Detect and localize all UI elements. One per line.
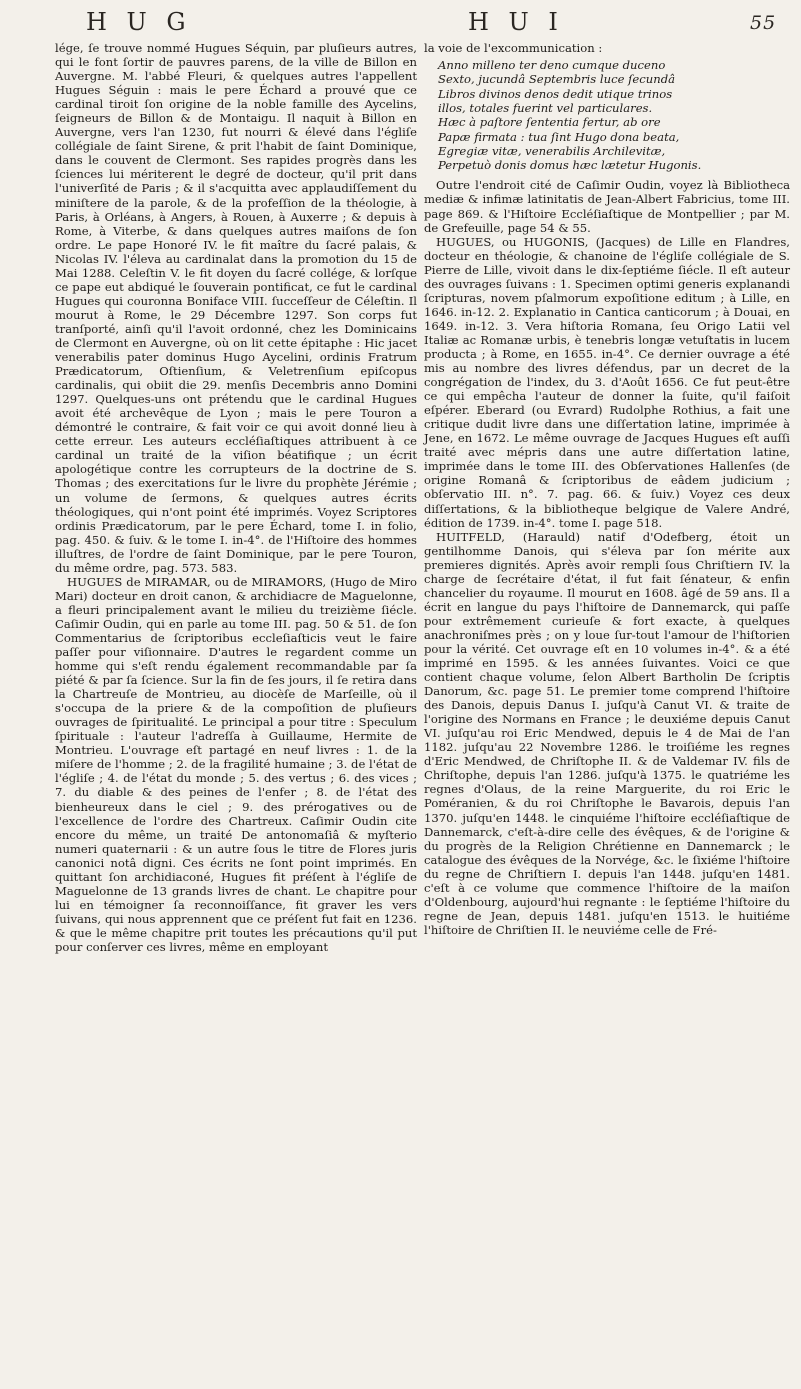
entry-hugo-aycelini-continued: lége, ſe trouve nommé Hugues Séquin, par pluſieurs autres, qui le font ſortir de pauvres parens, de la ville de Billon en Auvergne. M. l'abbé Fleuri, & quelques autres l'appellent Hugues Séguin : mais le pere Échard a prouvé que ce cardinal tiroit ſon origine de la noble famille des Aycelins, ſeigneurs de Billon & de Montaigu. Il naquit à Billon en Auvergne, vers l'an 1230, fut nourri & élevé dans l'égliſe collégiale de ſaint Sirene, & prit l'habit de ſaint Dominique, dans le couvent de Clermont. Ses rapides progrès dans les ſciences lui mériterent le degré de docteur, qu'il prit dans l'univerſité de Paris ; & il s'acquitta avec applaudiſſement du miniſtere de la parole, & de la profeſſion de la théologie, à Paris, à Orléans, à Angers, à Rouen, à Auxerre ; & depuis à Rome, à Viterbe, & dans quelques autres maiſons de ſon ordre. Le pape Honoré IV. le fit maître du ſacré palais, & Nicolas IV. l'éleva au cardinalat dans la promotion du 15 de Mai 1288. Celeſtin V. le fit doyen du ſacré collége, & lorſque ce pape eut abdiqué le ſouverain pontificat, ce fut le cardinal Hugues qui couronna Boniface VIII. ſucceſſeur de Céleſtin. Il mourut à Rome, le 29 Décembre 1297. Son corps fut tranſporté, ainſi qu'il l'avoit ordonné, chez les Dominicains de Clermont en Auvergne, où on lit cette épitaphe : Hic jacet venerabilis pater dominus Hugo Aycelini, ordinis Fratrum Prædicatorum, Oſtienſium, & Veletrenſium epiſcopus cardinalis, qui obiit die 29. menſis Decembris anno Domini 1297. Quelques-uns ont prétendu que le cardinal Hugues avoit été archevêque de Lyon ; mais le pere Touron a démontré le contraire, & fait voir ce qui avoit donné lieu à cette erreur. Les auteurs eccléſiaſtiques attribuent à ce cardinal un traité de la viſion béatifique ; un écrit apologétique contre les corrupteurs de la doctrine de S. Thomas ; des exercitations ſur le livre du prophète Jérémie ; un volume de ſermons, & quelques autres écrits théologiques, qui n'ont point été imprimés. Voyez Scriptores ordinis Prædicatorum, par le pere Échard, tome I. in folio, pag. 450. & ſuiv. & le tome I. in-4°. de l'Hiſtoire des hommes illuſtres, de l'ordre de ſaint Dominique, par le pere Touron, du même ordre, pag. 573. 583.: [55, 41, 417, 575]
entry-huitfeld: HUITFELD, (Harauld) natif d'Odefberg, étoit un gentilhomme Danois, qui s'éleva par ſon mérite aux premieres dignités. Après avoir rempli ſous Chriſtiern IV. la charge de ſecrétaire d'état, il fut fait ſénateur, & enfin chancelier du royaume. Il mourut en 1608. âgé de 59 ans. Il a écrit en langue du pays l'hiſtoire de Dannemarck, qui paſſe pour extrêmement curieuſe & fort exacte, à quelques anachroniſmes près ; on y loue ſur-tout l'amour de l'hiſtorien pour la vérité. Cet ouvrage eſt en 10 volumes in-4°. & a été imprimé en 1595. & les années ſuivantes. Voici ce que contient chaque volume, ſelon Albert Bartholin De ſcriptis Danorum, &c. page 51. Le premier tome comprend l'hiſtoire des Danois, depuis Danus I. juſqu'à Canut VI. & traite de l'origine des Normans en France ; le deuxiéme depuis Canut VI. juſqu'au roi Eric Mendwed, depuis le 4 de Mai de l'an 1182. juſqu'au 22 Novembre 1286. le troiſiéme les regnes d'Eric Mendwed, de Chriſtophe II. & de Valdemar IV. fils de Chriſtophe, depuis l'an 1286. juſqu'à 1375. le quatriéme les regnes d'Olaus, de la reine Marguerite, du roi Eric le Poméranien, & du roi Chriſtophe le Bavarois, depuis l'an 1370. juſqu'en 1448. le cinquiéme l'hiſtoire eccléſiaſtique de Dannemarck, c'eſt-à-dire celle des évêques, & de l'origine & du progrès de la Religion Chrétienne en Dannemarck ; le catalogue des évêques de la Norvége, &c. le ſixiéme l'hiſtoire du regne de Chriſtiern I. depuis l'an 1448. juſqu'en 1481. c'eſt à ce volume que commence l'hiſtoire de la maiſon d'Oldenbourg, aujourd'hui regnante : le ſeptiéme l'hiſtoire du regne de Jean, depuis 1481. juſqu'en 1513. le huitiéme l'hiſtoire de Chriſtien II. le neuviéme celle de Fré-: [424, 529, 790, 937]
entry-hugues-de-miramar: HUGUES de MIRAMAR, ou de MIRAMORS, (Hugo de Miro Mari) docteur en droit canon, & archidiacre de Maguelonne, a fleuri principalement avant le milieu du treizième ſiécle. Caſimir Oudin, qui en parle au tome III. pag. 50 & 51. de ſon Commentarius de ſcriptoribus eccleſiaſticis veut le faire paſſer pour viſionnaire. D'autres le regardent comme un homme qui s'eſt rendu également recommandable par ſa piété & par ſa ſcience. Sur la fin de ſes jours, il ſe retira dans la Chartreuſe de Montrieu, au diocèſe de Marſeille, où il s'occupa de la priere & de la compoſition de pluſieurs ouvrages de ſpiritualité. Le principal a pour titre : Speculum ſpirituale : l'auteur l'adreſſa à Guillaume, Hermite de Montrieu. L'ouvrage eſt partagé en neuf livres : 1. de la miſere de l'homme ; 2. de la fragilité humaine ; 3. de l'état de l'égliſe ; 4. de l'état du monde ; 5. des vertus ; 6. des vices ; 7. du diable & des peines de l'enfer ; 8. de l'état des bienheureux dans le ciel ; 9. des prérogatives ou de l'excellence de l'ordre des Chartreux. Caſimir Oudin cite encore du même, un traité De antonomaſiâ & myſterio numeri quaternarii : & un autre ſous le titre de Flores juris canonici notâ digni. Ces écrits ne ſont point imprimés. En quittant ſon archidiaconé, Hugues fit préſent à l'égliſe de Maguelonne de 13 grands livres de chant. Le chapitre pour lui en témoigner ſa reconnoiſſance, fit graver les vers ſuivans, qui nous apprennent que ce préſent fut fait en 1236. & que le même chapitre prit toutes les précautions qu'il put pour conſerver ces livres, même en employant: [55, 574, 417, 954]
left-column: [55, 41, 417, 954]
right-column: [424, 41, 790, 937]
entry-hugues-jacques: HUGUES, ou HUGONIS, (Jacques) de Lille en Flandres, docteur en théologie, & chanoine de l'égliſe collégiale de S. Pierre de Lille, vivoit dans le dix-ſeptiéme ſiécle. Il eſt auteur des ouvrages ſuivans : 1. Specimen optimi generis explanandi ſcripturas, novem pſalmorum expoſitione editum ; à Lille, en 1646. in-12. 2. Explanatio in Cantica canticorum ; à Douai, en 1649. in-12. 3. Vera hiſtoria Romana, ſeu Origo Latii vel Italiæ ac Romanæ urbis, è tenebris longæ vetuſtatis in lucem producta ; à Rome, en 1655. in-4°. Ce dernier ouvrage a été mis au nombre des livres défendus, par un decret de la congrégation de l'index, du 3. d'Août 1656. Ce fut peut-être ce qui empêcha l'auteur de donner la ſuite, qu'il faiſoit eſpérer. Eberard (ou Evrard) Rudolphe Rothius, a fait une critique dudit livre dans une diſſertation latine, imprimée à Jene, en 1672. Le même ouvrage de Jacques Hugues eſt auſſi traité avec mépris dans une autre diſſertation latine, imprimée dans le tome III. des Obſervationes Hallenſes (de origine Romanâ & ſcriptoribus de eâdem judicium ; obſervatio III. n°. 7. pag. 66. & ſuiv.) Voyez ces deux diſſertations, & la bibliotheque belgique de Valere André, édition de 1739. in-4°. tome I. page 518.: [424, 234, 790, 530]
latin-epigraph-verse: [424, 58, 790, 172]
verse-line: Libros divinos denos dedit utique trinos: [438, 86, 673, 101]
verse-line: Perpetuò donis domus hæc lætetur Hugonis.: [438, 158, 702, 173]
entry-miramar-continued: la voie de l'excommunication :: [424, 41, 603, 55]
miramar-references: Outre l'endroit cité de Caſimir Oudin, voyez là Bibliotheca mediæ & infimæ latinitatis de Jean-Albert Fabricius, tome III. page 869. & l'Hiſtoire Eccléſiaſtique de Montpellier ; par M. de Grefeuille, page 54 & 55.: [424, 178, 790, 235]
running-head-left: H U G: [86, 8, 192, 36]
verse-line: illos, totales fuerint vel particulares.: [438, 100, 653, 115]
verse-line: Sexto, jucundâ Septembris luce ſecundâ: [438, 72, 676, 87]
verse-line: Anno milleno ter deno cumque duceno: [438, 58, 666, 73]
verse-line: Papæ firmata : tua ſint Hugo dona beata,: [438, 129, 680, 144]
page-number: 55: [750, 12, 777, 34]
verse-line: Hæc à paſtore ſententia fertur, ab ore: [438, 115, 661, 130]
verse-line: Egregiæ vitæ, venerabilis Archilevitæ,: [438, 143, 666, 158]
running-head-right: H U I: [468, 8, 564, 36]
